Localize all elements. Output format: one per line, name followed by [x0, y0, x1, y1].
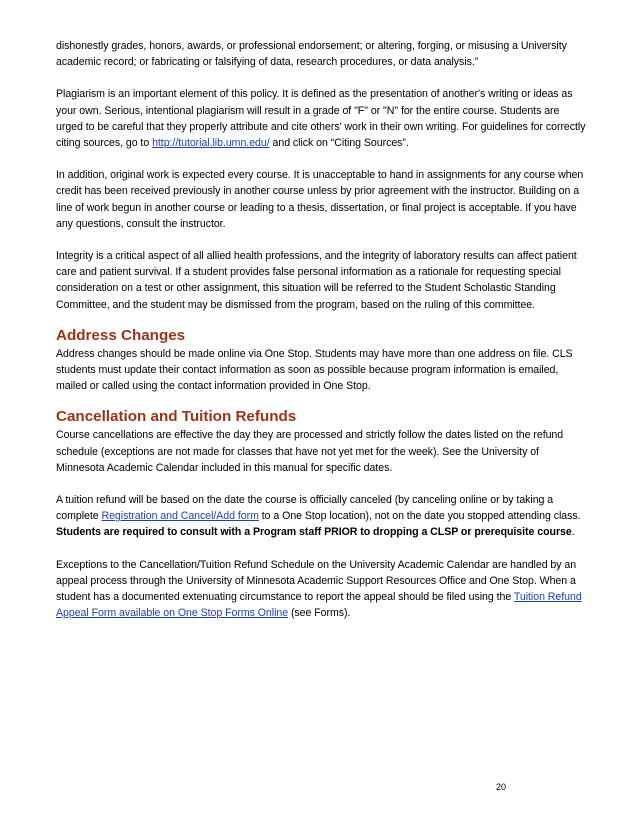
original-work-paragraph: In addition, original work is expected every course. It is unacceptable to hand in assignments for any course when credit has been received previously in another course unless by prior agreement with the instructor. Building on a line of work begun in another course or leading to a thesis, dissertation, or final project is acceptable. If you have any questions, consult the instructor. [56, 169, 584, 230]
registration-form-link[interactable]: Registration and Cancel/Add form [101, 510, 259, 523]
tutorial-link[interactable]: http://tutorial.lib.umn.edu/ [152, 137, 270, 150]
exceptions-paragraph [56, 557, 586, 622]
tuition-refund-text: A tuition refund will be based on the date the course is officially canceled (by canceling online or by taking a complete [56, 494, 554, 523]
cancellation-heading: Cancellation and Tuition Refunds [56, 408, 297, 426]
address-changes-heading: Address Changes [56, 326, 186, 344]
plagiarism-text: Plagiarism is an important element of this policy. It is defined as the presentation of another's writing or ideas as your own. Serious, intentional plagiarism will result in a grade of "F" or "N" for the entire course. Students are urged to be careful that they properly attribute and cite others' work in their own writing. For guidelines for correctly citing sources, go to [56, 88, 586, 150]
exceptions-text-end: (see Forms). [288, 607, 351, 620]
exceptions-text: Exceptions to the Cancellation/Tuition Refund Schedule on the University Academic Calendar are handled by an appeal process through the University of Minnesota Academic Support Resources Office and One Stop. When a student has a documented extenuating circumstance to report the appeal should be filed using the [56, 558, 577, 604]
integrity-health-paragraph: Integrity is a critical aspect of all allied health professions, and the integrity of laboratory results can affect patient care and patient survival. If a student provides false personal information as a rationale for requesting special consideration on a test or other assignment, this situation will be referred to the Student Scholastic Standing Committee, and the student may be dismissed from the program, based on the ruling of this committee. [56, 250, 577, 311]
plagiarism-text-end: and click on “Citing Sources”. [269, 137, 409, 150]
address-changes-paragraph: Address changes should be made online via One Stop. Students may have more than one address on file. CLS students must update their contact information as soon as possible because program information is emailed, mailed or called using the contact information provided in One Stop. [56, 347, 573, 393]
document-page [56, 38, 586, 637]
tuition-refund-bold-notice: Students are required to consult with a Program staff PRIOR to dropping a CLSP or prerequisite course [56, 526, 572, 539]
page-number: 20 [496, 782, 507, 792]
appeal-form-link[interactable]: Tuition Refund Appeal Form available on One Stop Forms Online [56, 591, 582, 620]
cancellation-paragraph: Course cancellations are effective the day they are processed and strictly follow the dates listed on the refund schedule (exceptions are not made for classes that have not yet met for the week). See the University of Minnesota Academic Calendar included in this manual for specific dates. [56, 429, 564, 474]
tuition-refund-text-end: . [571, 526, 575, 539]
integrity-paragraph-continued: dishonestly grades, honors, awards, or professional endorsement; or altering, forging, or misusing a University academic record; or fabricating or falsifying of data, research procedures, or data analysis.” [56, 40, 567, 69]
plagiarism-paragraph [56, 86, 586, 151]
tuition-refund-text-mid: to a One Stop location), not on the date you stopped attending class. [258, 510, 581, 523]
tuition-refund-paragraph [56, 492, 586, 541]
